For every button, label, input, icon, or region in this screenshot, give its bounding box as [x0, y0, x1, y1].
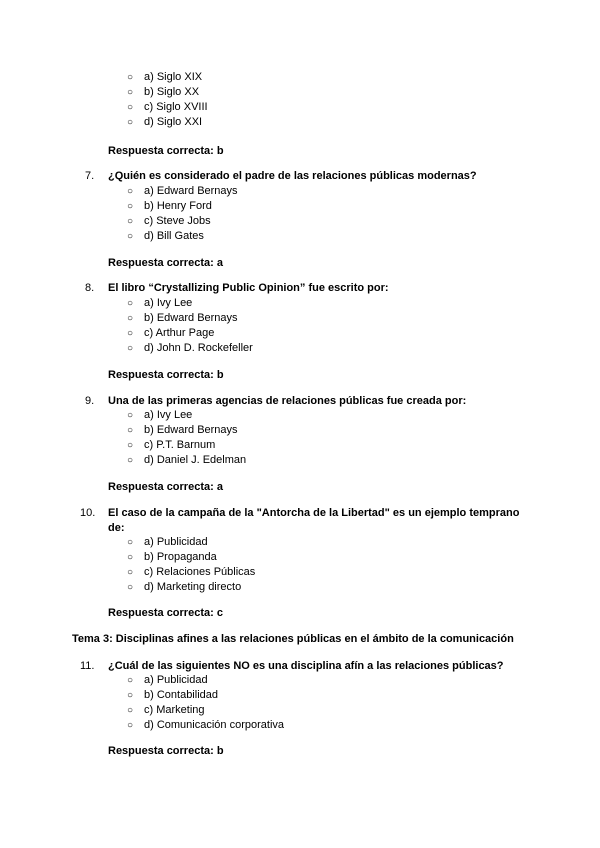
option-item: ○ c) Steve Jobs [127, 215, 211, 227]
q8-options [127, 296, 253, 356]
bullet-icon: ○ [127, 455, 134, 466]
question-text: Una de las primeras agencias de relaciones públicas fue creada por: [108, 395, 467, 407]
bullet-icon: ○ [127, 690, 134, 701]
question-number: 10. [80, 507, 96, 519]
question-number: 11. [80, 660, 95, 672]
q8-question [85, 281, 530, 296]
q6-options [127, 70, 208, 130]
option-item: ○ c) Siglo XVIII [127, 101, 208, 113]
option-item: ○ a) Edward Bernays [127, 185, 238, 197]
bullet-icon: ○ [127, 201, 134, 212]
option-item: ○ a) Publicidad [127, 536, 208, 548]
q7-answer: Respuesta correcta: a [108, 257, 223, 269]
bullet-icon: ○ [127, 328, 134, 339]
option-item: ○ a) Siglo XIX [127, 71, 203, 83]
bullet-icon: ○ [127, 440, 134, 451]
q11-answer: Respuesta correcta: b [108, 745, 224, 757]
question-text: ¿Quién es considerado el padre de las relaciones públicas modernas? [108, 170, 477, 182]
bullet-icon: ○ [127, 720, 134, 731]
bullet-icon: ○ [127, 72, 134, 83]
bullet-icon: ○ [127, 216, 134, 227]
option-item: ○ d) Siglo XXI [127, 116, 203, 128]
option-item: ○ d) Bill Gates [127, 230, 204, 242]
bullet-icon: ○ [127, 425, 134, 436]
option-item: ○ c) Relaciones Públicas [127, 566, 256, 578]
bullet-icon: ○ [127, 313, 134, 324]
q9-options [127, 408, 246, 468]
q7-question [85, 169, 530, 184]
question-text: El libro “Crystallizing Public Opinion” fue escrito por: [108, 282, 389, 294]
option-item: ○ a) Ivy Lee [127, 297, 193, 309]
option-item: ○ d) Marketing directo [127, 581, 242, 593]
question-number: 9. [85, 395, 95, 407]
bullet-icon: ○ [127, 343, 134, 354]
option-item: ○ a) Ivy Lee [127, 409, 193, 421]
bullet-icon: ○ [127, 102, 134, 113]
option-item: ○ b) Contabilidad [127, 689, 218, 701]
question-number: 8. [85, 282, 95, 294]
option-item: ○ b) Edward Bernays [127, 312, 238, 324]
question-number: 7. [85, 170, 95, 182]
bullet-icon: ○ [127, 298, 134, 309]
question-text: ¿Cuál de las siguientes NO es una disciplina afín a las relaciones públicas? [108, 660, 504, 672]
option-item: ○ d) Daniel J. Edelman [127, 454, 247, 466]
bullet-icon: ○ [127, 567, 134, 578]
bullet-icon: ○ [127, 231, 134, 242]
option-item: ○ b) Siglo XX [127, 86, 200, 98]
q8-answer: Respuesta correcta: b [108, 369, 224, 381]
bullet-icon: ○ [127, 705, 134, 716]
q10-options [127, 535, 255, 595]
bullet-icon: ○ [127, 87, 134, 98]
bullet-icon: ○ [127, 582, 134, 593]
bullet-icon: ○ [127, 552, 134, 563]
bullet-icon: ○ [127, 675, 134, 686]
option-item: ○ d) John D. Rockefeller [127, 342, 253, 354]
option-item: ○ c) Marketing [127, 704, 205, 716]
bullet-icon: ○ [127, 186, 134, 197]
option-item: ○ b) Henry Ford [127, 200, 212, 212]
q9-answer: Respuesta correcta: a [108, 481, 223, 493]
q7-options [127, 184, 238, 244]
bullet-icon: ○ [127, 410, 134, 421]
option-item: ○ c) P.T. Barnum [127, 439, 216, 451]
q10-question [80, 506, 530, 536]
question-text: El caso de la campaña de la "Antorcha de la Libertad" es un ejemplo temprano de: [108, 507, 520, 534]
q6-answer: Respuesta correcta: b [108, 145, 224, 157]
option-item: ○ b) Edward Bernays [127, 424, 238, 436]
option-item: ○ a) Publicidad [127, 674, 208, 686]
bullet-icon: ○ [127, 537, 134, 548]
option-item: ○ b) Propaganda [127, 551, 217, 563]
option-item: ○ c) Arthur Page [127, 327, 215, 339]
q9-question [85, 394, 530, 409]
section-title: Tema 3: Disciplinas afines a las relaciones públicas en el ámbito de la comunicación [72, 633, 514, 645]
q10-answer: Respuesta correcta: c [108, 607, 223, 619]
option-item: ○ d) Comunicación corporativa [127, 719, 285, 731]
q11-options [127, 673, 284, 733]
bullet-icon: ○ [127, 117, 134, 128]
q11-question [80, 659, 530, 674]
